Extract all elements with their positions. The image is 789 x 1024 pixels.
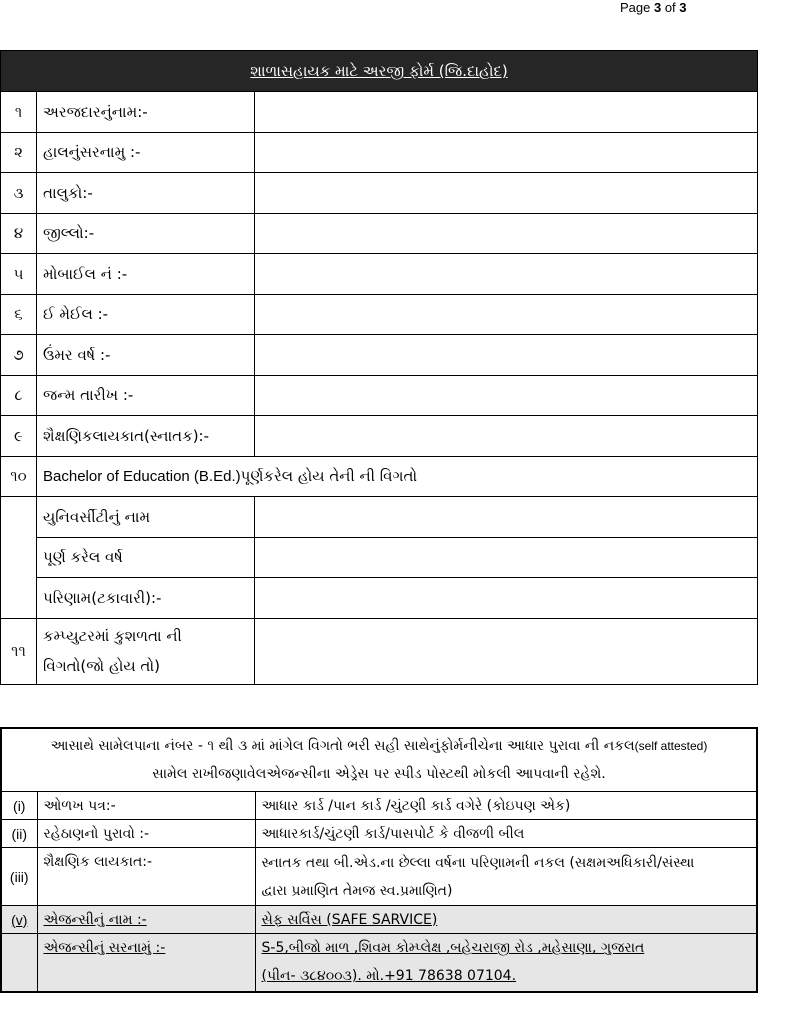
documents-table — [0, 727, 758, 993]
doc-row-education: (iii) શૈક્ષણિક લાયકાત:- સ્નાતક તથા બી.એડ.ના છેલ્લા વર્ષના પરિણામની નકલ (સક્ષમઅધિકારી/સંસ્થા દ્વારા પ્રમાણિત તેમજ સ્વ.પ્રમાણિત) — [1, 848, 757, 906]
application-form-table — [0, 50, 758, 685]
result-field[interactable] — [255, 578, 758, 619]
doc-row-agency-name: (v) એજન્સીનું નામ :- સેફ સર્વિસ (SAFE SARVICE) — [1, 906, 757, 934]
form-row-address: ૨ હાલનુંસરનામુ :- — [1, 132, 758, 173]
form-row-university: યુનિવર્સીટીનું નામ — [1, 497, 758, 538]
form-row-dob: ૮ જન્મ તારીખ :- — [1, 375, 758, 416]
doc-row-agency-address: એજન્સીનું સરનામું :- S-5,બીજો માળ ,શિવમ કોમ્પ્લેક્ષ ,બહેચરાજી રોડ ,મહેસાણા, ગુજરાત (પીન- ૩૮૪૦૦૩). મો.+91 78638 07104. — [1, 934, 757, 992]
mobile-field[interactable] — [255, 254, 758, 295]
form-row-email: ૬ ઈ મેઈલ :- — [1, 294, 758, 335]
computer-skills-field[interactable] — [255, 618, 758, 684]
email-field[interactable] — [255, 294, 758, 335]
year-field[interactable] — [255, 537, 758, 578]
computer-label: કમ્પ્યુટરમાં કુશળતા ની વિગતો(જો હોય તો) — [37, 618, 255, 684]
form-row-mobile: ૫ મોબાઈલ નં :- — [1, 254, 758, 295]
form-row-district: ૪ જીલ્લો:- — [1, 213, 758, 254]
page-number: Page 3 of 3 — [620, 0, 687, 15]
form-title: શાળાસહાયક માટે અરજી ફોર્મ (જિ.દાહોદ) — [1, 51, 758, 92]
form-row-qualification: ૯ શૈક્ષણિકલાયકાત(સ્નાતક):- — [1, 416, 758, 457]
dob-field[interactable] — [255, 375, 758, 416]
name-field[interactable] — [255, 92, 758, 133]
form-row-result: પરિણામ(ટકાવારી):- — [1, 578, 758, 619]
district-field[interactable] — [255, 213, 758, 254]
form-row-age: ૭ ઉંમર વર્ષ :- — [1, 335, 758, 376]
university-field[interactable] — [255, 497, 758, 538]
form-row-computer: ૧૧ કમ્પ્યુટરમાં કુશળતા ની વિગતો(જો હોય તો) — [1, 618, 758, 684]
form-row-name: ૧ અરજદારનુંનામ:- — [1, 92, 758, 133]
agency-address: S-5,બીજો માળ ,શિવમ કોમ્પ્લેક્ષ ,બહેચરાજી રોડ ,મહેસાણા, ગુજરાત (પીન- ૩૮૪૦૦૩). મો.+91 78638 07104. — [255, 934, 757, 992]
form-row-year: પૂર્ણ કરેલ વર્ષ — [1, 537, 758, 578]
age-field[interactable] — [255, 335, 758, 376]
form-row-taluka: ૩ તાલુકો:- — [1, 173, 758, 214]
taluka-field[interactable] — [255, 173, 758, 214]
bed-num-spacer — [1, 497, 37, 619]
documents-note: આસાથે સામેલપાના નંબર - ૧ થી ૩ માં માંગેલ વિગતો ભરી સહી સાથેનુંફોર્મનીચેના આધાર પુરાવા ની નકલ(self attested) સામેલ રાખીજણાવેલએજન્સીના એડ્રેસ પર સ્પીડ પોસ્ટથી મોકલી આપવાની રહેશે. — [1, 728, 757, 792]
doc-row-residence: (ii) રહેઠાણનો પુરાવો :- આધારકાર્ડ/ચુંટણી કાર્ડ/પાસપોર્ટ કે વીજળી બીલ — [1, 820, 757, 848]
form-row-bed: ૧૦ Bachelor of Education (B.Ed.)પૂર્ણકરેલ હોય તેની ની વિગતો — [1, 456, 758, 497]
doc-row-id: (i) ઓળખ પત્ર:- આધાર કાર્ડ /પાન કાર્ડ /ચુંટણી કાર્ડ વગેરે (કોઇપણ એક) — [1, 792, 757, 820]
address-field[interactable] — [255, 132, 758, 173]
qualification-field[interactable] — [255, 416, 758, 457]
bed-heading: Bachelor of Education (B.Ed.)પૂર્ણકરેલ હોય તેની ની વિગતો — [37, 456, 758, 497]
